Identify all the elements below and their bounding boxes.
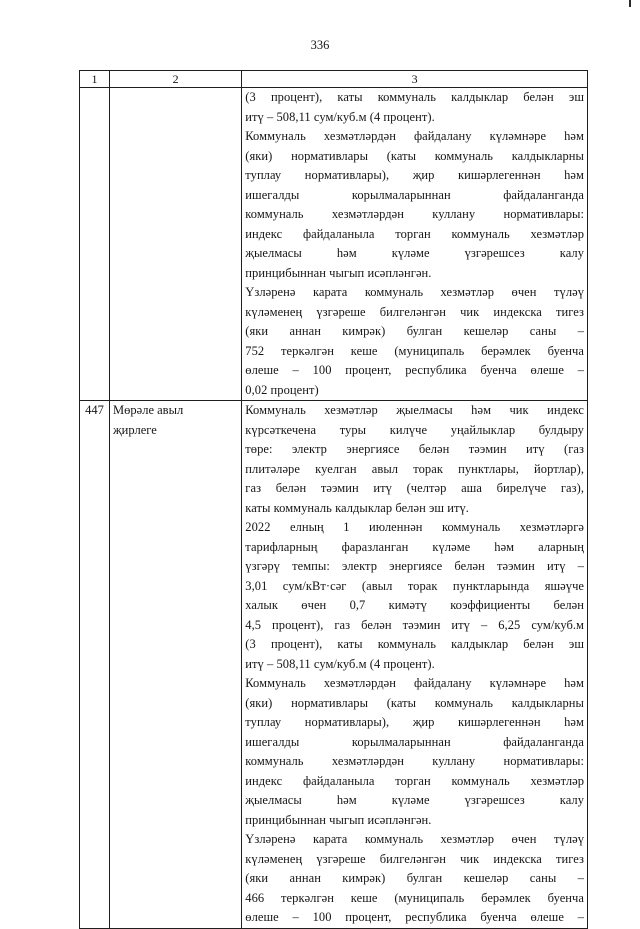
text-line: күрсәткечена туры килүче уңайлыклар булдыру [245,422,584,437]
text-line: (3 процент), каты коммуналь калдыклар белән эш [245,637,584,651]
text-line: җыелмасы һәм күләме үзгәрешсез калу [245,793,584,807]
text-line: Коммуналь хезмәтләрдән файдалану күләмнәре һәм [245,676,584,690]
text-line: (яки аннан кимрәк) булган кешеләр саны – [245,324,584,338]
header-cell-3: 3 [242,71,588,88]
table-row [80,401,588,929]
text-line: 3,01 сум/кВт·сәг (авыл торак пунктларында яшәүче [245,578,584,593]
text-line: каты коммуналь калдыклар белән эш итү. [245,500,469,515]
page-number: 336 [310,38,330,52]
text-line: туплау нормативлары), җир кишәрлегеннән һәм [245,168,584,182]
table-body [80,88,588,929]
settlement-name-line: җирлеге [113,422,157,437]
text-line: 0,02 процент) [245,382,319,397]
text-line: итү – 508,11 сум/куб.м (4 процент). [245,656,435,671]
text-line: (3 процент), каты коммуналь калдыклар белән эш [245,90,584,104]
row-number-cell [80,401,110,929]
text-line: (яки) нормативлары (каты коммуналь калдыкларны [245,148,584,163]
text-line: ишегалды корылмаларыннан файдаланганда [245,187,584,202]
description-paragraph [245,127,584,283]
text-line: җыелмасы һәм күләме үзгәрешсез калу [245,246,584,260]
description-paragraph [245,88,584,127]
description-paragraph [245,674,584,830]
description-paragraph [245,518,584,674]
settlement-name-line: Мөрәле авыл [113,403,184,417]
text-line: Үзләренә карата коммуналь хезмәтләр өчен түләү [245,832,584,846]
text-line: индекс файдаланыла торган коммуналь хезмәтләр [245,773,584,788]
text-line: Үзләренә карата коммуналь хезмәтләр өчен түләү [245,285,584,299]
text-line: тарифларның фаразланган күләме һәм аларның [245,539,584,554]
header-cell-1: 1 [80,71,110,88]
text-line: төре: электр энергиясе белән тәэмин итү (газ [245,442,584,456]
text-line: итү – 508,11 сум/куб.м (4 процент). [245,109,435,124]
text-line: 4,5 процент), газ белән тәэмин итү – 6,25 сум/куб.м [245,617,584,632]
text-line: күләменең үзгәреше билгеләнгән чик индекска тигез [245,304,584,319]
text-line: туплау нормативлары), җир кишәрлегеннән һәм [245,715,584,729]
text-line: индекс файдаланыла торган коммуналь хезмәтләр [245,226,584,241]
settlement-name-cell [110,88,242,401]
description-paragraph [245,830,584,928]
text-line: (яки) нормативлары (каты коммуналь калдыкларны [245,695,584,710]
text-line: принцибыннан чыгып исәпләнгән. [245,812,432,827]
tariff-table [79,70,588,929]
text-line: өлеше – 100 процент, республика буенча өлеше – [245,363,584,377]
row-number: 447 [85,403,104,417]
text-line: Коммуналь хезмәтләрдән файдалану күләмнәре һәм [245,129,584,143]
header-cell-2: 2 [110,71,242,88]
text-line: Коммуналь хезмәтләр җыелмасы һәм чик индекс [245,403,584,417]
text-line: үзгәрү темпы: электр энергиясе белән тәэмин итү – [245,559,584,573]
description-cell [242,401,588,929]
text-line: газ белән тәэмин итү (челтәр аша бирелүче газ), [245,481,584,495]
text-line: 466 теркәлгән кеше (муниципаль берәмлек буенча [245,890,584,905]
text-line: коммуналь хезмәтләрдән куллану нормативлары: [245,754,584,768]
description-paragraph [245,401,584,518]
text-line: принцибыннан чыгып исәпләнгән. [245,265,432,280]
text-line: коммуналь хезмәтләрдән куллану нормативлары: [245,207,584,221]
description-cell [242,88,588,401]
text-line: 752 теркәлгән кеше (муниципаль берәмлек буенча [245,343,584,358]
description-paragraph [245,283,584,400]
text-line: күләменең үзгәреше билгеләнгән чик индекска тигез [245,851,584,866]
text-line: 2022 елның 1 июленнән коммуналь хезмәтләргә [245,520,584,534]
text-line: халык өчен 0,7 кимәтү коэффициенты белән [245,598,584,612]
table-row [80,88,588,401]
scan-corner-mark [629,0,631,7]
table-header-row [80,71,588,88]
text-line: (яки аннан кимрәк) булган кешеләр саны – [245,871,584,885]
text-line: плитәләре куелган авыл торак пунктлары, йортлар), [245,461,584,476]
row-number-cell [80,88,110,401]
settlement-name-cell [110,401,242,929]
text-line: өлеше – 100 процент, республика буенча өлеше – [245,910,584,924]
text-line: ишегалды корылмаларыннан файдаланганда [245,734,584,749]
